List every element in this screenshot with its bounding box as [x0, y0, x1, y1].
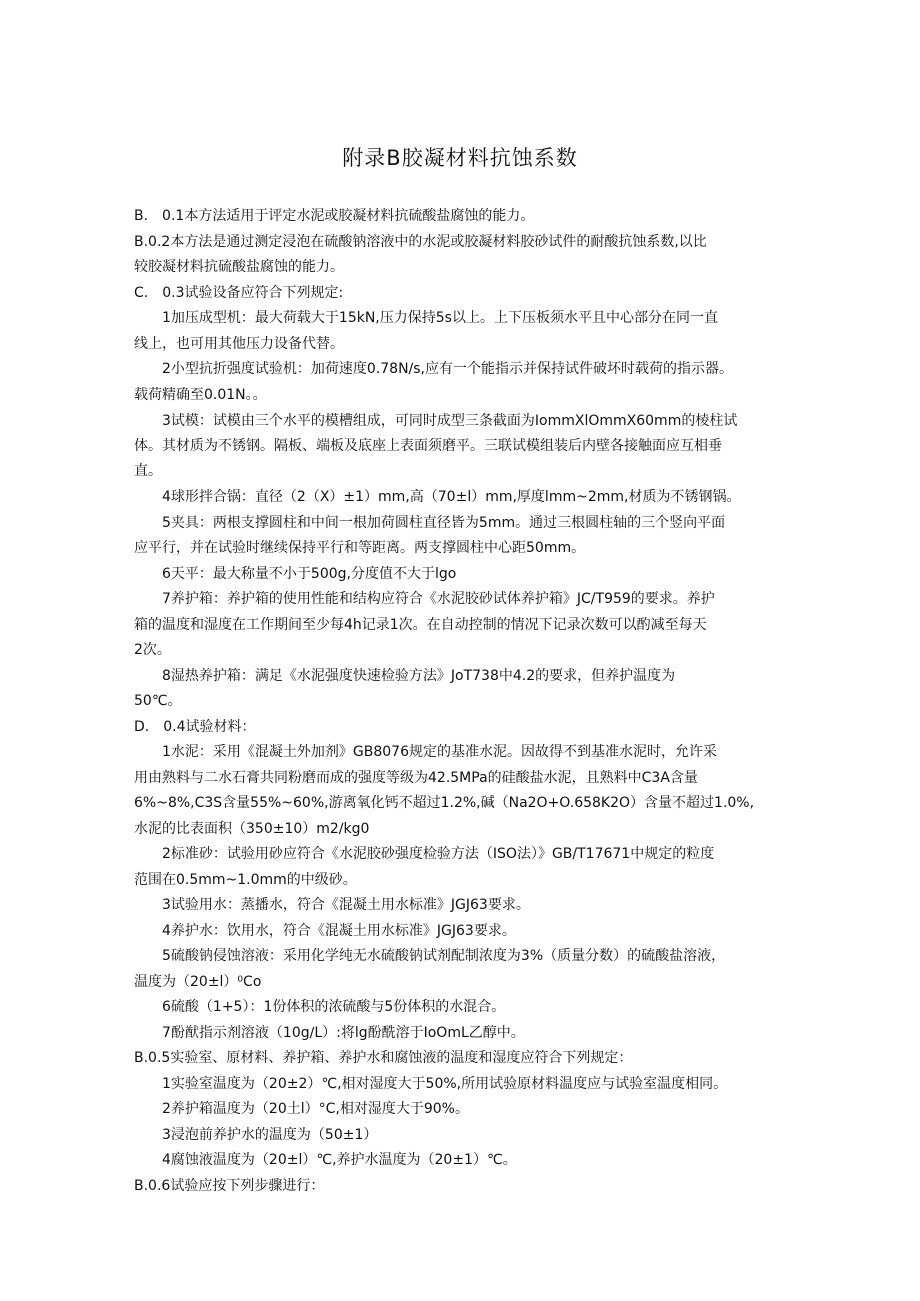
item-solution-temperature: 4腐蚀液温度为（20±l）℃,养护水温度为（20±1）℃。 — [162, 1152, 517, 1168]
item-sulfate-solution: 5硫酸钠侵蚀溶液：采用化学纯无水硫酸钠试剂配制浓度为3%（质量分数）的硫酸盐溶液， — [162, 948, 726, 964]
item-hot-humid-box-cont: 50℃。 — [134, 693, 182, 709]
item-mixing-bowl: 4球形拌合锅：直径（2（X）±1）mm,高（70±l）mm,厚度lmm~2mm,材质为不锈钢锅。 — [162, 489, 741, 505]
item-curing-box-cont-1: 箱的温度和湿度在工作期间至少每4h记录1次。在自动控制的情况下记录次数可以酌减至每天 — [134, 617, 707, 633]
item-water-temperature: 3浸泡前养护水的温度为（50±1） — [162, 1127, 378, 1143]
clause-b02-cont: 较胶凝材料抗硫酸盐腐蚀的能力。 — [134, 259, 344, 275]
item-press-machine: 1加压成型机：最大荷载大于15kN,压力保持5s以上。上下压板须水平且中心部分在同一直 — [162, 310, 718, 326]
item-sulfate-solution-cont: 温度为（20±l）⁰Co — [134, 974, 262, 990]
clause-d04: D. 0.4试验材料： — [134, 719, 256, 735]
clause-b01: B. 0.1本方法适用于评定水泥或胶凝材料抗硫酸盐腐蚀的能力。 — [134, 208, 535, 224]
item-standard-sand: 2标准砂：试验用砂应符合《水泥胶砂强度检验方法（ISO法）》GB/T17671中规定的粒度 — [162, 846, 715, 862]
item-balance: 6天平：最大称量不小于500g,分度值不大于lgo — [162, 566, 457, 582]
item-cement: 1水泥：采用《混凝土外加剂》GB8076规定的基准水泥。因故得不到基准水泥时，允许采 — [162, 744, 717, 760]
item-cement-cont-3: 水泥的比表面积（350±10）m2∕kg0 — [134, 821, 370, 837]
clause-c03: C. 0.3试验设备应符合下列规定: — [134, 285, 344, 301]
item-press-machine-cont: 线上，也可用其他压力设备代替。 — [134, 336, 344, 352]
item-fixture: 5夹具：两根支撑圆柱和中间一根加荷圆柱直径皆为5mm。通过三根圆柱轴的三个竖向平面 — [162, 515, 726, 531]
item-mould: 3试模：试模由三个水平的模槽组成，可同时成型三条截面为IommXlOmmX60mm的棱柱试 — [162, 413, 738, 429]
item-mould-cont-2: 直。 — [134, 463, 162, 479]
item-sulfuric-acid: 6硫酸（1+5）：1份体积的浓硫酸与5份体积的水混合。 — [162, 999, 506, 1015]
item-test-water: 3试验用水：蒸播水，符合《混凝土用水标准》JGJ63要求。 — [162, 897, 530, 913]
clause-b02: B.0.2本方法是通过测定浸泡在硫酸钠溶液中的水泥或胶凝材料胶砂试件的耐酸抗蚀系数,以比 — [134, 234, 707, 250]
clause-b05: B.0.5实验室、原材料、养护箱、养护水和腐蚀液的温度和湿度应符合下列规定： — [134, 1050, 633, 1066]
item-indicator: 7酚猷指示剂溶液（10g∕L）:将lg酚酰溶于IoOmL乙醇中。 — [162, 1025, 525, 1041]
item-curing-box: 7养护箱：养护箱的使用性能和结构应符合《水泥胶砂试体养护箱》JC/T959的要求。养护 — [162, 591, 715, 607]
item-mould-cont-1: 体。其材质为不锈钢。隔板、端板及底座上表面须磨平。三联试模组装后内壁各接触面应互相垂 — [134, 438, 722, 454]
item-curing-water: 4养护水：饮用水，符合《混凝土用水标准》JGJ63要求。 — [162, 923, 516, 939]
item-flexural-tester-cont: 载荷精确至0.01N。。 — [134, 387, 267, 403]
item-curing-box-cont-2: 2次。 — [134, 642, 171, 658]
clause-b06: B.0.6试验应按下列步骤进行： — [134, 1178, 325, 1194]
item-lab-temperature: 1实验室温度为（20±2）℃,相对湿度大于50%,所用试验原材料温度应与试验室温度相同。 — [162, 1076, 728, 1092]
item-fixture-cont: 应平行，并在试验时继续保持平行和等距离。两支撑圆柱中心距50mm。 — [134, 540, 586, 556]
item-box-temperature: 2养护箱温度为（20土l）°C,相对湿度大于90%。 — [162, 1101, 469, 1117]
item-standard-sand-cont: 范围在0.5mm~1.0mm的中级砂。 — [134, 872, 357, 888]
item-cement-cont-1: 用由熟料与二水石膏共同粉磨而成的强度等级为42.5MPa的硅酸盐水泥，且熟料中C3A含量 — [134, 770, 698, 786]
item-hot-humid-box: 8湿热养护箱：满足《水泥强度快速检验方法》JoT738中4.2的要求，但养护温度为 — [162, 668, 676, 684]
item-flexural-tester: 2小型抗折强度试验机：加荷速度0.78N∕s,应有一个能指示并保持试件破坏时载荷的指示器。 — [162, 361, 734, 377]
item-cement-cont-2: 6%~8%,C3S含量55%~60%,游离氧化钙不超过1.2%,碱（Na2O+O.658K2O）含量不超过1.0%, — [134, 795, 755, 811]
document-title: 附录B胶凝材料抗蚀系数 — [342, 146, 578, 170]
